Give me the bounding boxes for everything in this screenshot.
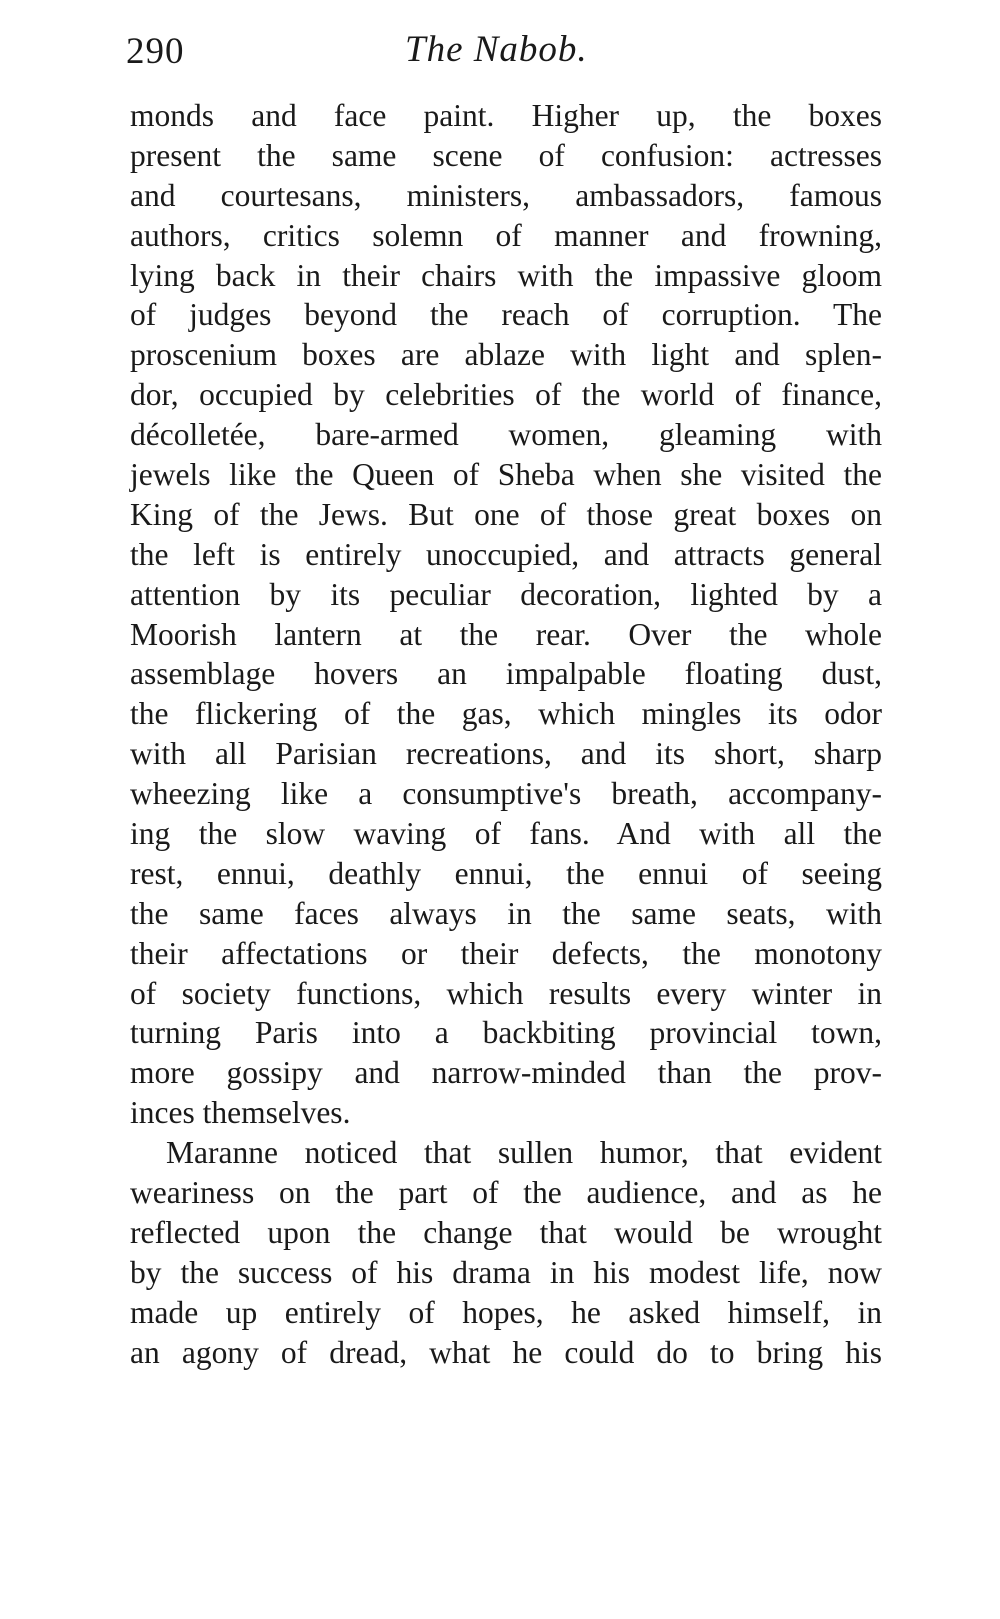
text-line: lying back in their chairs with the impassive gloom <box>130 257 882 293</box>
text-line: turning Paris into a backbiting provincial town, <box>130 1015 882 1051</box>
text-line: made up entirely of hopes, he asked himself, in <box>130 1294 882 1330</box>
text-line: weariness on the part of the audience, and as he <box>130 1175 882 1211</box>
text-line: an agony of dread, what he could do to bring his <box>130 1334 882 1370</box>
text-line: wheezing like a consumptive's breath, accompany- <box>130 776 882 812</box>
text-line: inces themselves. <box>130 1095 351 1131</box>
text-line: authors, critics solemn of manner and frowning, <box>130 217 882 253</box>
text-line: of judges beyond the reach of corruption. The <box>130 297 882 333</box>
running-title: The Nabob. <box>405 29 588 70</box>
paragraph <box>130 96 882 1133</box>
text-line: the flickering of the gas, which mingles its odor <box>130 696 882 732</box>
text-line: monds and face paint. Higher up, the boxes <box>130 98 882 133</box>
text-line: the same faces always in the same seats, with <box>130 895 882 931</box>
text-line: of society functions, which results every winter in <box>130 975 882 1011</box>
text-line: more gossipy and narrow-minded than the prov- <box>130 1055 882 1091</box>
body-text <box>130 96 882 1373</box>
text-line: with all Parisian recreations, and its short, sharp <box>130 736 882 772</box>
text-line: the left is entirely unoccupied, and attracts general <box>130 536 882 572</box>
text-line: King of the Jews. But one of those great boxes on <box>130 496 882 532</box>
text-line: jewels like the Queen of Sheba when she visited the <box>130 457 882 493</box>
text-line: by the success of his drama in his modest life, now <box>130 1254 882 1290</box>
text-line: ing the slow waving of fans. And with all the <box>130 816 882 852</box>
text-line: assemblage hovers an impalpable floating dust, <box>130 656 882 692</box>
text-line: reflected upon the change that would be wrought <box>130 1214 882 1250</box>
paragraph <box>130 1133 882 1372</box>
page-number: 290 <box>126 31 185 72</box>
text-line: dor, occupied by celebrities of the world of finance, <box>130 377 882 413</box>
text-line: attention by its peculiar decoration, lighted by a <box>130 576 882 612</box>
text-line: Moorish lantern at the rear. Over the whole <box>130 616 882 652</box>
text-line: décolletée, bare-armed women, gleaming with <box>130 417 882 453</box>
text-line: and courtesans, ministers, ambassadors, famous <box>130 177 882 213</box>
text-line: present the same scene of confusion: actresses <box>130 137 882 173</box>
text-line: proscenium boxes are ablaze with light and splen- <box>130 337 882 373</box>
text-line: rest, ennui, deathly ennui, the ennui of seeing <box>130 855 882 891</box>
text-line: their affectations or their defects, the monotony <box>130 935 882 971</box>
text-line: Maranne noticed that sullen humor, that evident <box>166 1135 882 1171</box>
